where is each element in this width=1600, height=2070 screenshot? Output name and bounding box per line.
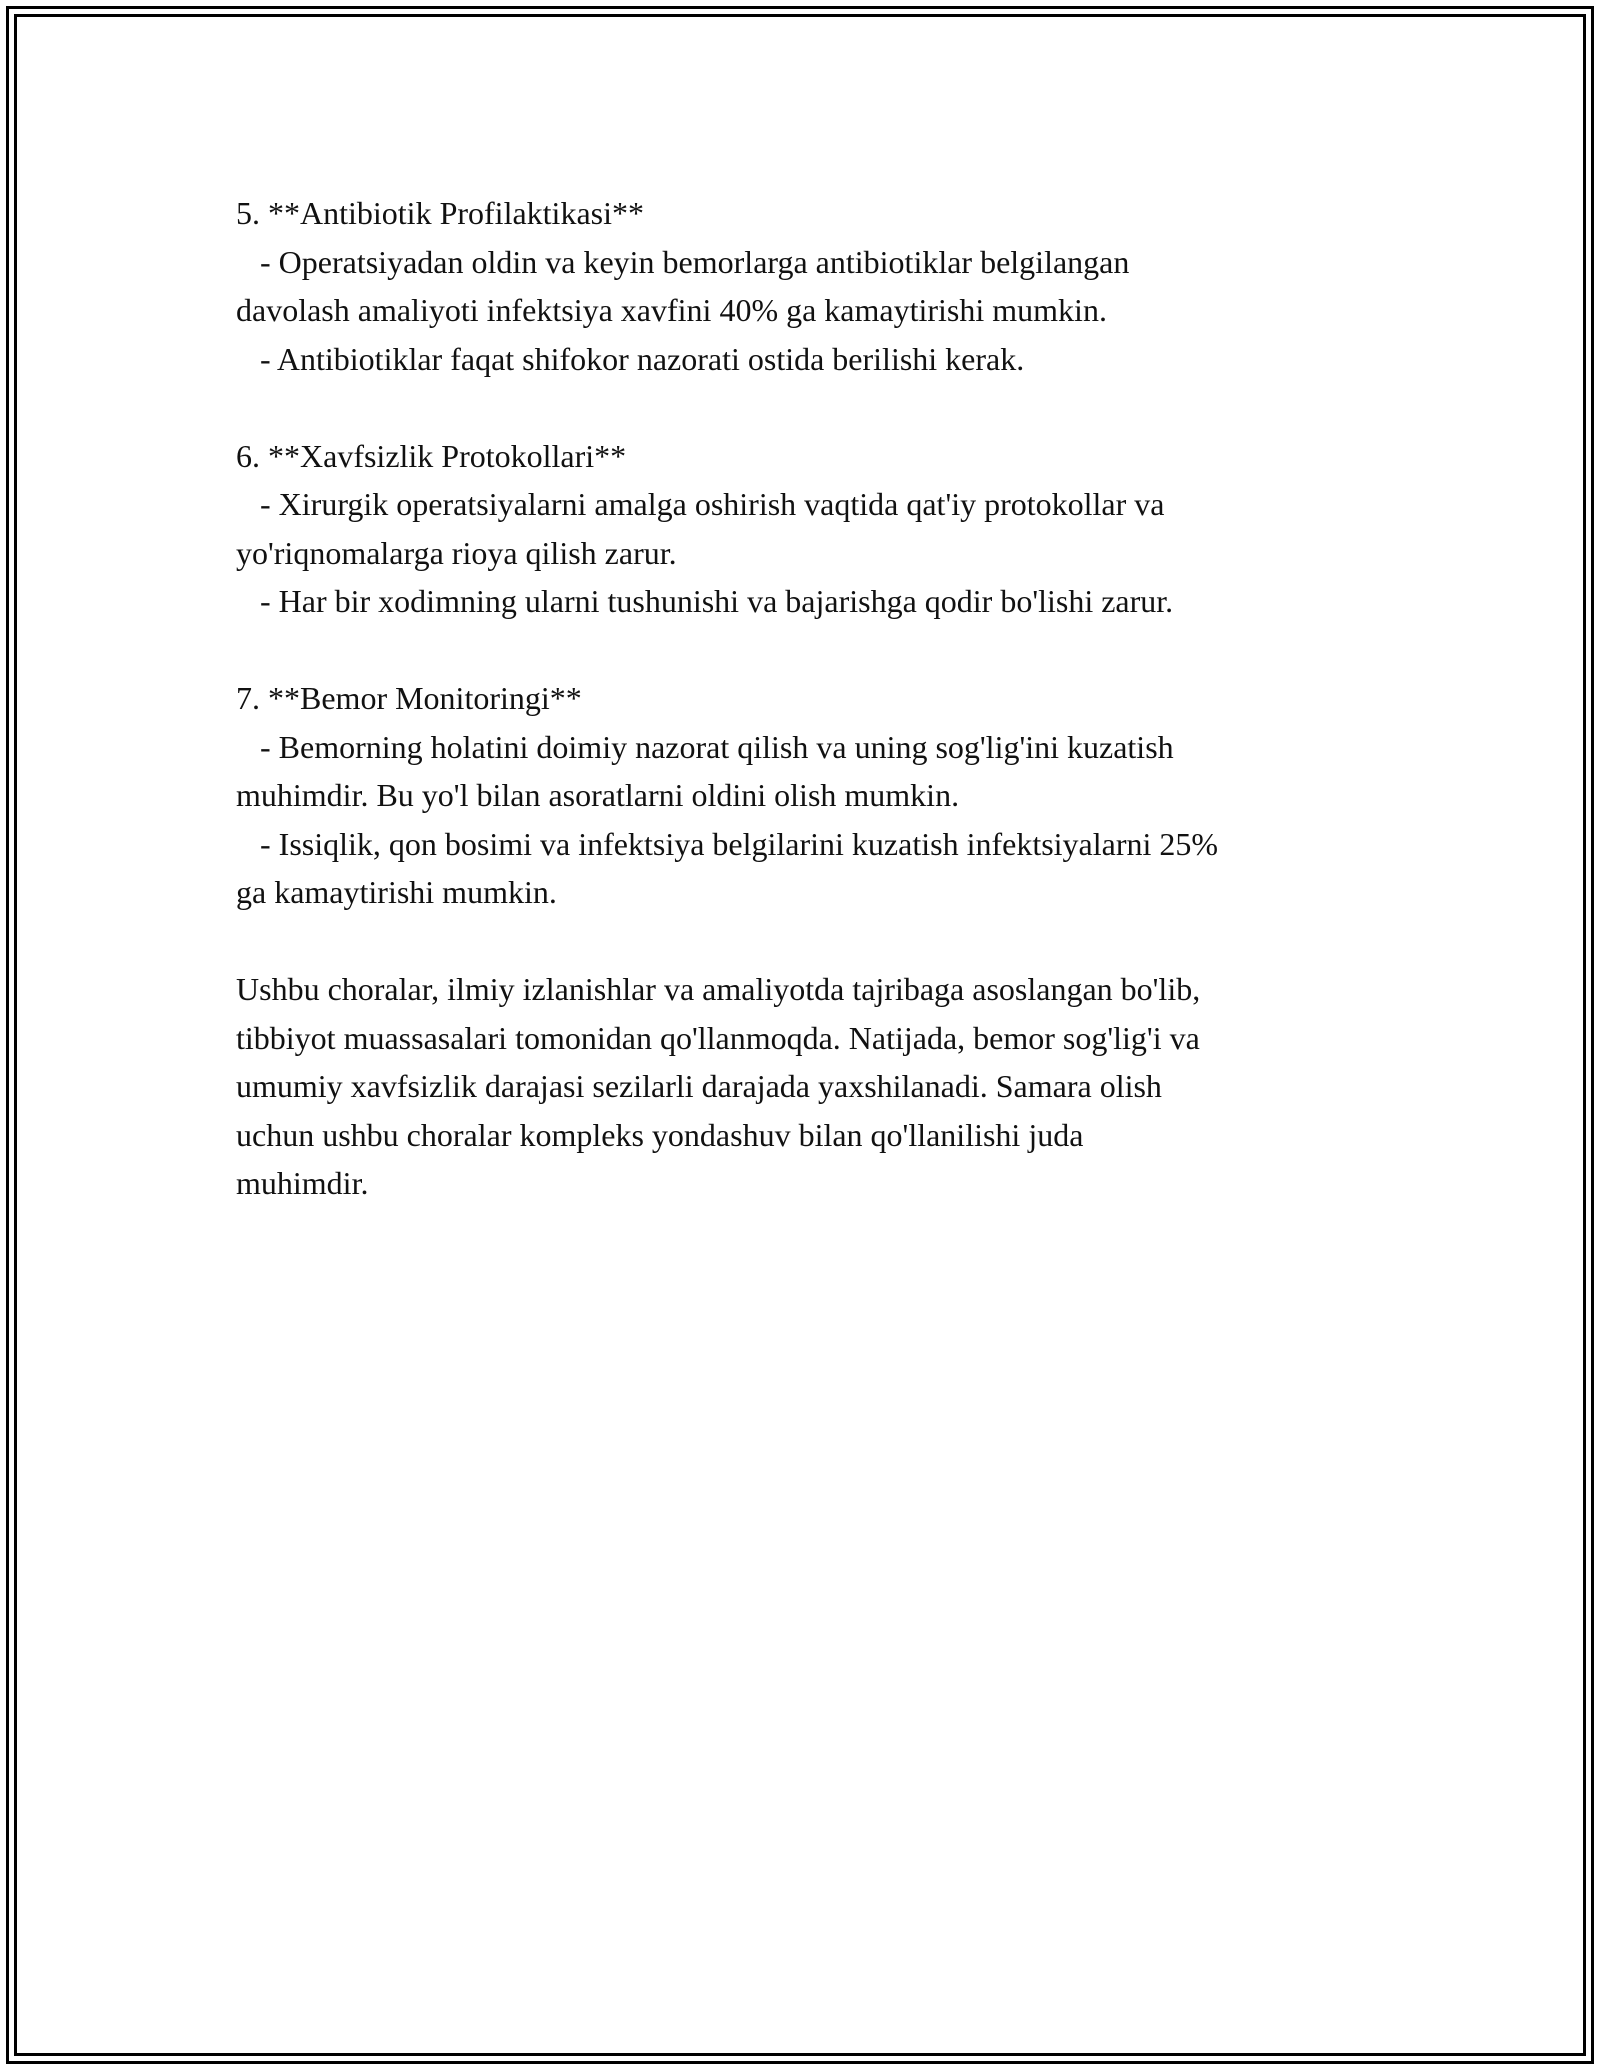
text-line: umumiy xavfsizlik darajasi sezilarli darajada yaxshilanadi. Samara olish xyxy=(236,1068,1162,1104)
section-heading: 7. **Bemor Monitoringi** xyxy=(236,680,582,716)
text-line: muhimdir. Bu yo'l bilan asoratlarni oldini olish mumkin. xyxy=(236,777,960,813)
text-line: - Har bir xodimning ularni tushunishi va bajarishga qodir bo'lishi zarur. xyxy=(236,583,1174,619)
document-body xyxy=(236,189,1406,1208)
text-line: - Operatsiyadan oldin va keyin bemorlarga antibiotiklar belgilangan xyxy=(236,243,1130,280)
text-line: yo'riqnomalarga rioya qilish zarur. xyxy=(236,534,677,571)
text-line: ga kamaytirishi mumkin. xyxy=(236,874,557,910)
text-line: - Antibiotiklar faqat shifokor nazorati ostida berilishi kerak. xyxy=(236,340,1025,377)
text-line: tibbiyot muassasalari tomonidan qo'llanmoqda. Natijada, bemor sog'lig'i va xyxy=(236,1019,1200,1056)
text-line: muhimdir. xyxy=(236,1165,369,1201)
section-heading: 5. **Antibiotik Profilaktikasi** xyxy=(236,195,644,231)
section-heading: 6. **Xavfsizlik Protokollari** xyxy=(236,437,627,474)
conclusion-paragraph xyxy=(236,965,1406,1208)
text-line: - Xirurgik operatsiyalarni amalga oshirish vaqtida qat'iy protokollar va xyxy=(236,486,1165,522)
text-line: uchun ushbu choralar kompleks yondashuv bilan qo'llanilishi juda xyxy=(236,1116,1084,1153)
section-bemor-monitoringi xyxy=(236,674,1406,917)
paragraph-spacer xyxy=(236,626,1406,675)
text-line: Ushbu choralar, ilmiy izlanishlar va amaliyotda tajribaga asoslangan bo'lib, xyxy=(236,971,1201,1007)
section-xavfsizlik-protokollari xyxy=(236,432,1406,626)
paragraph-spacer xyxy=(236,383,1406,432)
text-line: - Issiqlik, qon bosimi va infektsiya belgilarini kuzatish infektsiyalarni 25% xyxy=(236,825,1219,862)
section-antibiotik-profilaktikasi xyxy=(236,189,1406,383)
paragraph-spacer xyxy=(236,917,1406,966)
text-line: - Bemorning holatini doimiy nazorat qilish va uning sog'lig'ini kuzatish xyxy=(236,728,1174,765)
text-line: davolash amaliyoti infektsiya xavfini 40% ga kamaytirishi mumkin. xyxy=(236,292,1107,328)
